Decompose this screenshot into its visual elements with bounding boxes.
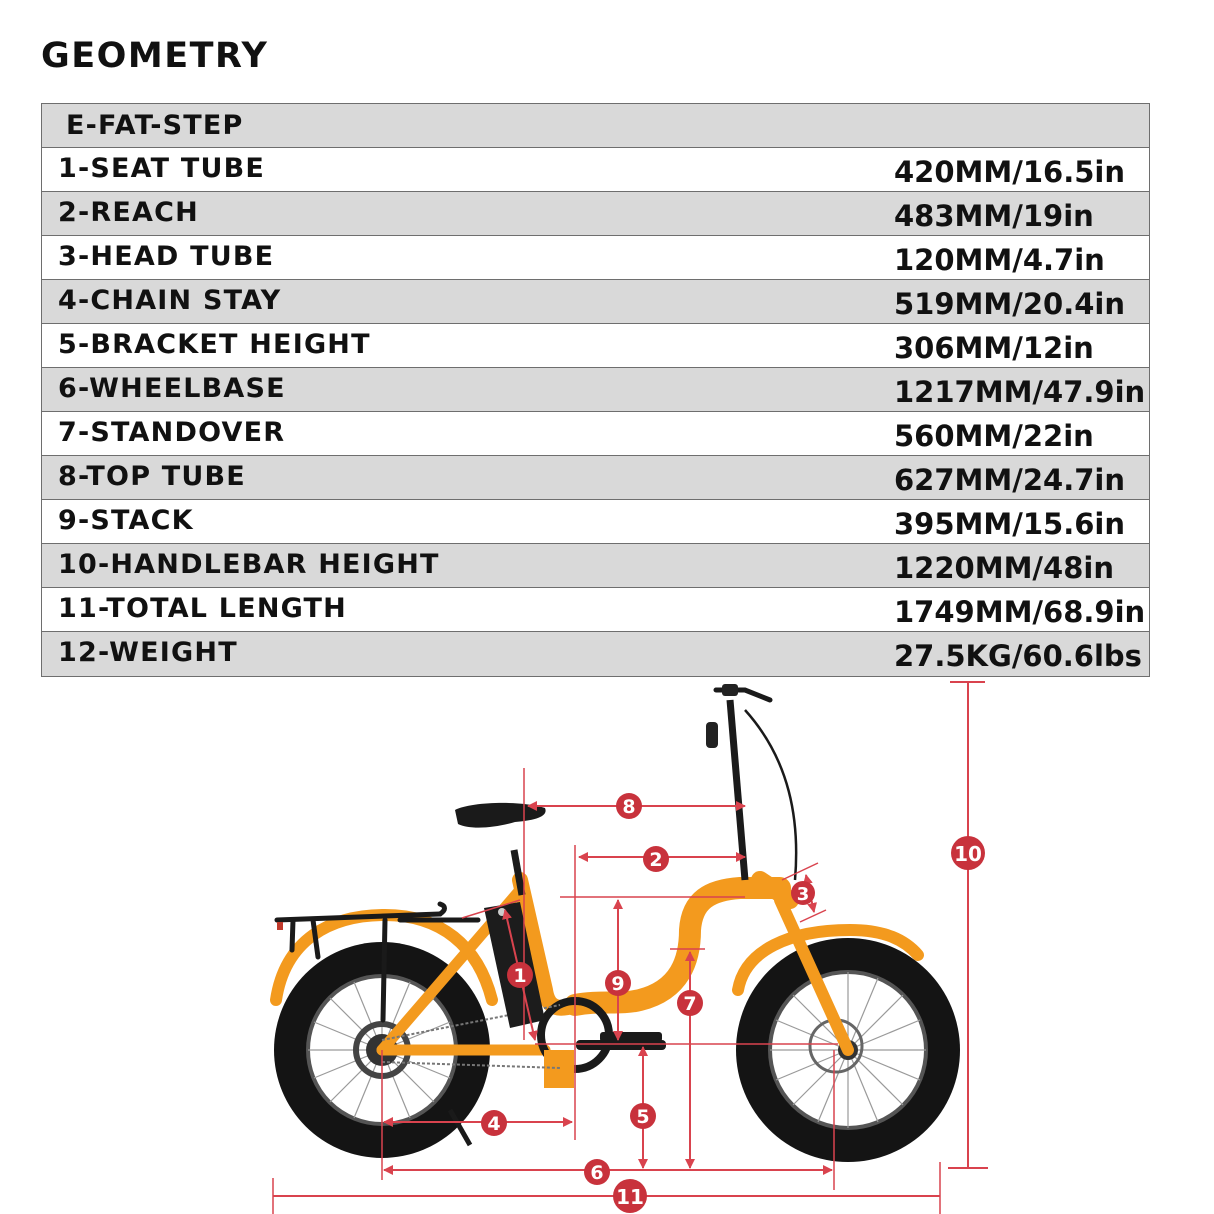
motor-cover: [544, 1050, 574, 1088]
row-label: 6-WHEELBASE: [58, 373, 286, 404]
display: [722, 684, 738, 696]
badge-1: [507, 962, 533, 988]
svg-text:3: 3: [796, 884, 810, 905]
svg-text:5: 5: [636, 1106, 650, 1128]
row-value: 306MM/12in: [894, 331, 1094, 365]
model-name: E-FAT-STEP: [66, 110, 244, 141]
row-value: 1220MM/48in: [894, 551, 1114, 585]
brake-cable: [745, 710, 796, 880]
svg-text:8: 8: [622, 796, 636, 818]
svg-text:7: 7: [683, 993, 697, 1015]
row-label: 7-STANDOVER: [58, 417, 286, 448]
table-row: [42, 632, 1149, 676]
table-row: [42, 588, 1149, 632]
table-row: [42, 324, 1149, 368]
row-label: 2-REACH: [58, 197, 199, 228]
table-row: [42, 236, 1149, 280]
table-row: [42, 192, 1149, 236]
row-value: 483MM/19in: [894, 199, 1094, 233]
table-row: [42, 544, 1149, 588]
row-label: 11-TOTAL LENGTH: [58, 593, 347, 624]
row-value: 519MM/20.4in: [894, 287, 1125, 321]
row-label: 9-STACK: [58, 505, 194, 536]
badge-8: [616, 793, 642, 819]
grip: [706, 722, 718, 748]
svg-text:6: 6: [590, 1162, 604, 1184]
svg-text:2: 2: [649, 849, 663, 871]
badge-6: [584, 1159, 610, 1185]
row-label: 3-HEAD TUBE: [58, 241, 275, 272]
row-value: 1749MM/68.9in: [894, 595, 1146, 629]
row-value: 560MM/22in: [894, 419, 1094, 453]
badge-4: [481, 1110, 507, 1136]
svg-text:9: 9: [611, 973, 625, 995]
row-value: 120MM/4.7in: [894, 243, 1105, 277]
pedal: [600, 1032, 662, 1042]
badge-10: [951, 836, 985, 870]
row-label: 12-WEIGHT: [58, 637, 238, 668]
svg-text:1: 1: [513, 965, 527, 987]
badge-2: [643, 846, 669, 872]
svg-text:11: 11: [616, 1185, 644, 1209]
table-row: [42, 148, 1149, 192]
svg-text:10: 10: [954, 842, 982, 866]
row-label: 1-SEAT TUBE: [58, 153, 266, 184]
row-value: 627MM/24.7in: [894, 463, 1125, 497]
row-value: 27.5KG/60.6lbs: [894, 639, 1142, 673]
row-label: 8-TOP TUBE: [58, 461, 246, 492]
badge-5: [630, 1103, 656, 1129]
geometry-table: [41, 103, 1150, 677]
badge-7: [677, 990, 703, 1016]
table-header-row: [42, 104, 1149, 148]
badge-3: [791, 881, 815, 905]
table-row: [42, 368, 1149, 412]
stem: [730, 700, 745, 880]
badge-11: [613, 1179, 647, 1213]
row-label: 4-CHAIN STAY: [58, 285, 282, 316]
table-row: [42, 456, 1149, 500]
row-value: 420MM/16.5in: [894, 155, 1125, 189]
table-row: [42, 280, 1149, 324]
badge-9: [605, 970, 631, 996]
row-label: 5-BRACKET HEIGHT: [58, 329, 371, 360]
svg-text:4: 4: [487, 1113, 501, 1135]
page-title: GEOMETRY: [41, 36, 269, 76]
row-value: 395MM/15.6in: [894, 507, 1125, 541]
row-label: 10-HANDLEBAR HEIGHT: [58, 549, 440, 580]
row-value: 1217MM/47.9in: [894, 375, 1146, 409]
table-row: [42, 412, 1149, 456]
bike-geometry-diagram: [0, 672, 1214, 1214]
table-row: [42, 500, 1149, 544]
